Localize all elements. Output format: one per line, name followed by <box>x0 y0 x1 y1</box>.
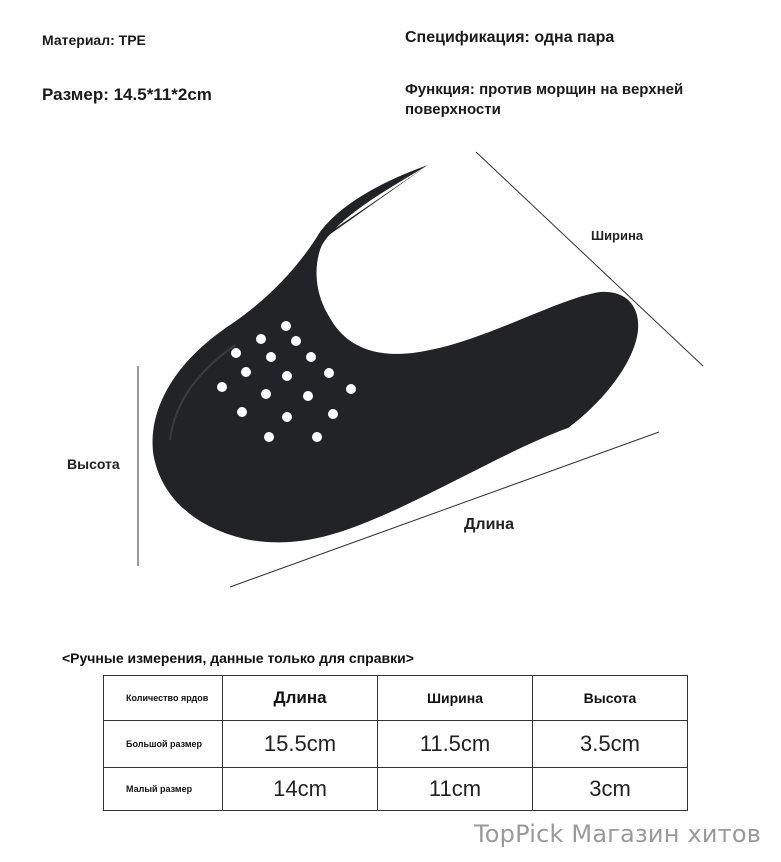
width-label: Ширина <box>591 228 644 243</box>
small-length: 14cm <box>223 768 378 811</box>
header-size-count: Количество ярдов <box>104 676 223 721</box>
large-width: 11.5cm <box>378 721 533 768</box>
small-height: 3cm <box>533 768 688 811</box>
spec-function: Функция: против морщин на верхней поверхности <box>405 81 684 118</box>
row-label-small: Малый размер <box>104 768 223 811</box>
size-table <box>103 675 688 811</box>
row-label-large: Большой размер <box>104 721 223 768</box>
spec-material: Материал: TPE <box>42 32 146 48</box>
header-height: Высота <box>533 676 688 721</box>
large-height: 3.5cm <box>533 721 688 768</box>
large-length: 15.5cm <box>223 721 378 768</box>
shoe-shield-tab <box>322 165 428 240</box>
table-row <box>104 721 688 768</box>
spec-specification: Спецификация: одна пара <box>405 29 615 46</box>
shoe-shield-body <box>153 165 639 542</box>
header-width: Ширина <box>378 676 533 721</box>
length-label: Длина <box>464 516 514 533</box>
small-width: 11cm <box>378 768 533 811</box>
header-length: Длина <box>223 676 378 721</box>
store-watermark: TopPick Магазин хитов <box>474 820 762 848</box>
height-label: Высота <box>67 456 120 472</box>
table-header-row <box>104 676 688 721</box>
table-note: <Ручные измерения, данные только для справки> <box>62 650 414 666</box>
spec-size: Размер: 14.5*11*2cm <box>42 85 212 104</box>
table-row <box>104 768 688 811</box>
